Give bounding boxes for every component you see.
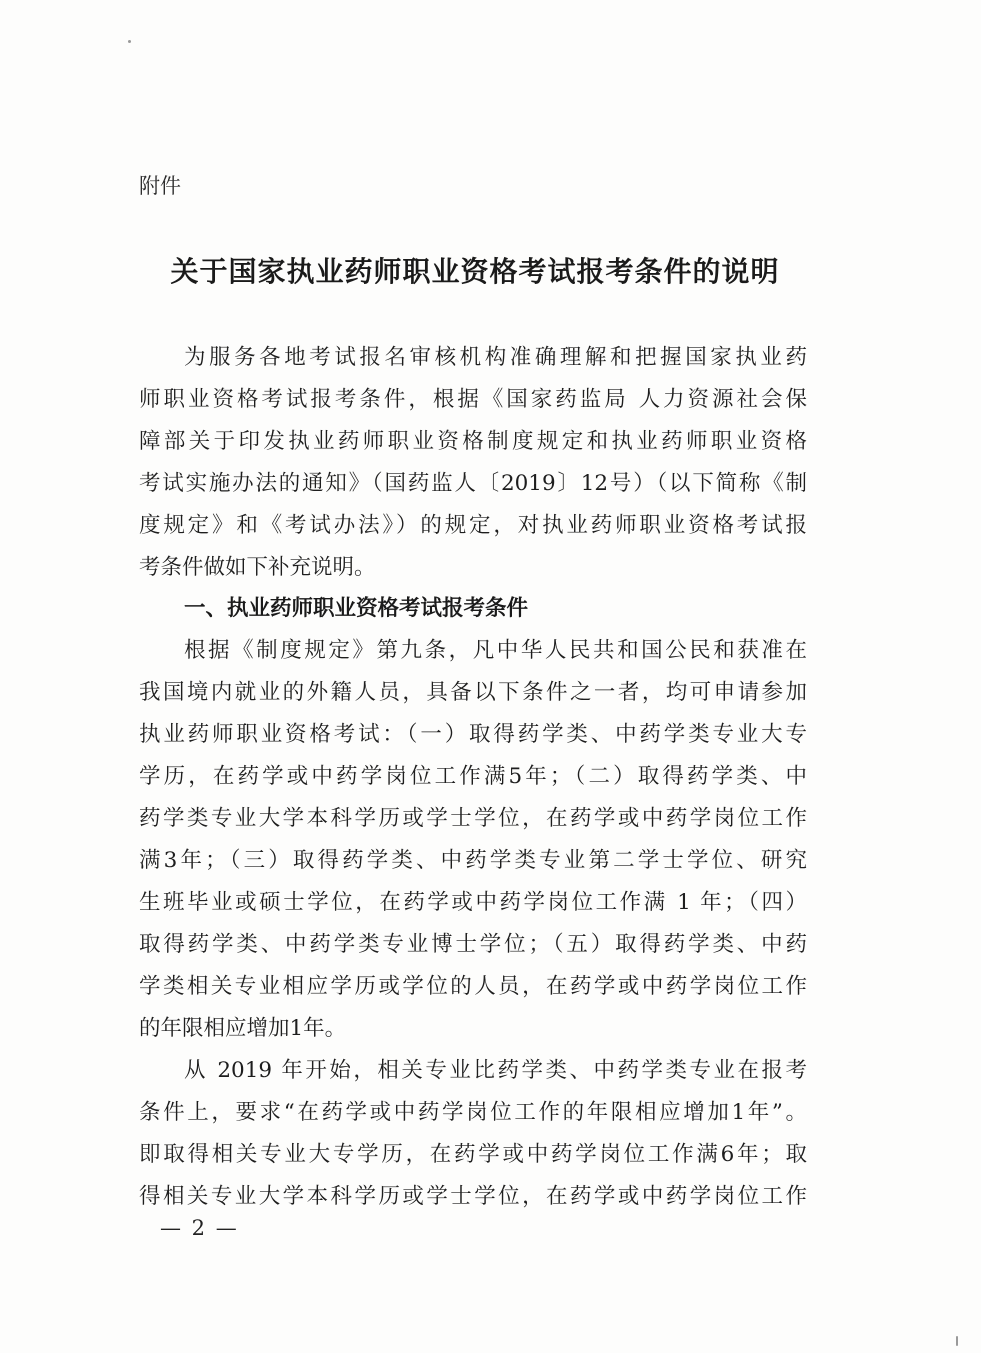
paragraph-line: 药学类专业大学本科学历或学士学位，在药学或中药学岗位工作 — [139, 806, 807, 831]
paragraph-line: 为服务各地考试报名审核机构准确理解和把握国家执业药 — [184, 345, 807, 370]
paragraph-line: 执业药师职业资格考试：（一）取得药学类、中药学类专业大专 — [139, 722, 807, 747]
paragraph-line: 学历，在药学或中药学岗位工作满5年；（二）取得药学类、中 — [139, 764, 807, 789]
paragraph-line: 障部关于印发执业药师职业资格制度规定和执业药师职业资格 — [139, 429, 807, 454]
page-number: — 2 — — [160, 1216, 239, 1240]
paragraph-line: 师职业资格考试报考条件，根据《国家药监局 人力资源社会保 — [139, 387, 807, 412]
section-heading: 一、执业药师职业资格考试报考条件 — [184, 596, 529, 621]
paragraph-line: 生班毕业或硕士学位，在药学或中药学岗位工作满 1 年；（四） — [139, 890, 807, 915]
document-title: 关于国家执业药师职业资格考试报考条件的说明 — [170, 255, 780, 288]
paragraph-line: 考试实施办法的通知》（国药监人〔2019〕12号）（以下简称《制 — [139, 471, 807, 496]
paragraph-line: 得相关专业大学本科学历或学士学位，在药学或中药学岗位工作 — [139, 1184, 807, 1209]
paragraph-line: 考条件做如下补充说明。 — [139, 555, 376, 580]
paragraph-line: 取得药学类、中药学类专业博士学位；（五）取得药学类、中药 — [139, 932, 807, 957]
paragraph-line: 学类相关专业相应学历或学位的人员，在药学或中药学岗位工作 — [139, 974, 807, 999]
scan-speck — [128, 40, 131, 43]
paragraph-line: 即取得相关专业大专学历，在药学或中药学岗位工作满6年；取 — [139, 1142, 807, 1167]
paragraph-line: 我国境内就业的外籍人员，具备以下条件之一者，均可申请参加 — [139, 680, 807, 705]
paragraph-line: 满3年；（三）取得药学类、中药学类专业第二学士学位、研究 — [139, 848, 807, 873]
paragraph-line: 根据《制度规定》第九条，凡中华人民共和国公民和获准在 — [184, 638, 807, 663]
paragraph-line: 条件上，要求“在药学或中药学岗位工作的年限相应增加1年”。 — [139, 1100, 807, 1125]
paragraph-line: 度规定》和《考试办法》）的规定，对执业药师职业资格考试报 — [139, 513, 807, 538]
scan-speck — [956, 1336, 958, 1346]
paragraph-line: 的年限相应增加1年。 — [139, 1016, 347, 1041]
attachment-label: 附件 — [139, 174, 181, 198]
paragraph-line: 从 2019 年开始，相关专业比药学类、中药学类专业在报考 — [184, 1058, 807, 1083]
